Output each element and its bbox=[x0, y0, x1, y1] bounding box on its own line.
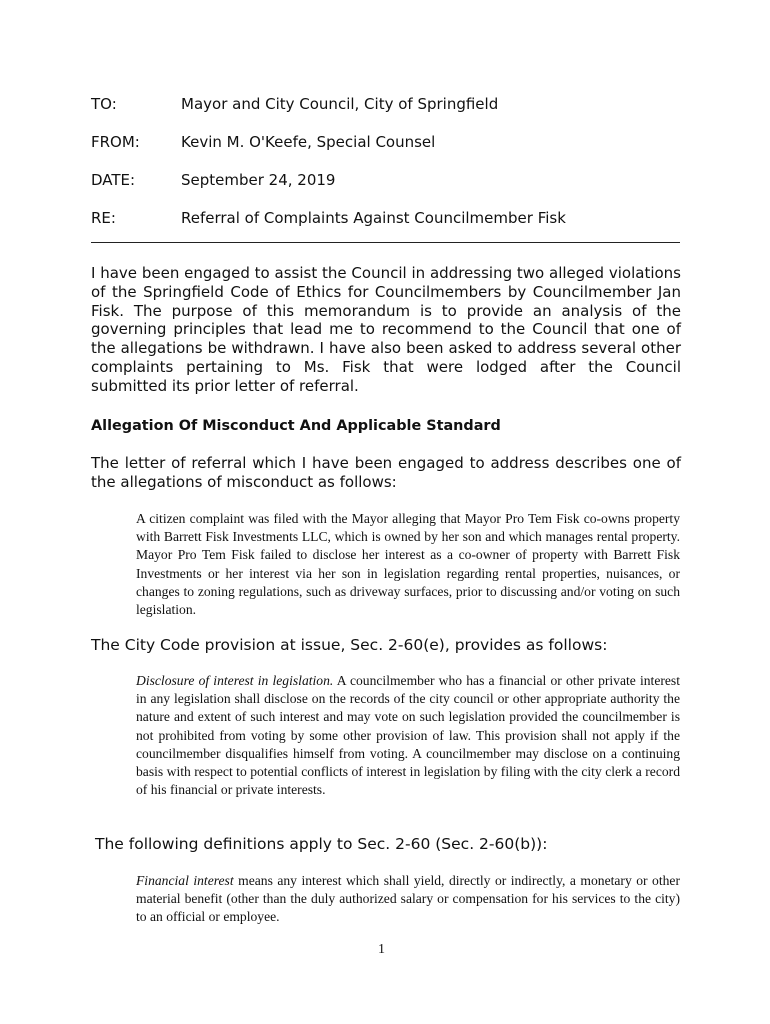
code-quote bbox=[136, 672, 680, 799]
definition-quote-text: means any interest which shall yield, directly or indirectly, a monetary or other material benefit (other than the duly authorized salary or compensation for his services to the city) to an official or employee. bbox=[136, 873, 680, 925]
definitions-intro-line: The following definitions apply to Sec. 2-60 (Sec. 2-60(b)): bbox=[95, 835, 548, 853]
to-value: Mayor and City Council, City of Springfield bbox=[181, 95, 499, 113]
referral-intro-paragraph: The letter of referral which I have been engaged to address describes one of the allegations of misconduct as follows: bbox=[91, 454, 681, 491]
definition-quote bbox=[136, 872, 680, 927]
header-divider bbox=[91, 242, 680, 243]
code-quote-text: A councilmember who has a financial or other private interest in any legislation shall disclose on the records of the city council or other appropriate authority the nature and extent of such interest and may vote on such legislation provided the councilmember is not prohibited from voting by some other provision of law. This provision shall not apply if the councilmember disqualifies himself from voting. A councilmember may disclose on a continuing basis with respect to potential conflicts of interest in legislation by filing with the city clerk a record of his financial or private interests. bbox=[136, 673, 680, 798]
intro-paragraph: I have been engaged to assist the Council in addressing two alleged violations of the Springfield Code of Ethics for Councilmembers by Councilmember Jan Fisk. The purpose of this memorandum is to provide an analysis of the governing principles that lead me to recommend to the Council that one of the allegations be withdrawn. I have also been asked to address several other complaints pertaining to Ms. Fisk that were lodged after the Council submitted its prior letter of referral. bbox=[91, 264, 681, 395]
complaint-quote: A citizen complaint was filed with the Mayor alleging that Mayor Pro Tem Fisk co-owns property with Barrett Fisk Investments LLC, which is owned by her son and which manages rental property. Mayor Pro Tem Fisk failed to disclose her interest as a co-owner of property with Barrett Fisk Investments or her interest via her son in legislation regarding rental properties, nuisances, or changes to zoning regulations, such as driveway surfaces, prior to discussing and/or voting on such legislation. bbox=[136, 511, 680, 618]
to-label: TO: bbox=[91, 95, 117, 113]
re-value: Referral of Complaints Against Councilmember Fisk bbox=[181, 209, 566, 227]
page-number: 1 bbox=[378, 942, 385, 957]
date-value: September 24, 2019 bbox=[181, 171, 336, 189]
re-label: RE: bbox=[91, 209, 116, 227]
section-heading: Allegation Of Misconduct And Applicable Standard bbox=[91, 418, 501, 434]
date-label: DATE: bbox=[91, 171, 136, 189]
definition-quote-term: Financial interest bbox=[136, 873, 234, 888]
from-value: Kevin M. O'Keefe, Special Counsel bbox=[181, 133, 436, 151]
code-quote-term: Disclosure of interest in legislation. bbox=[136, 673, 334, 688]
code-intro-line: The City Code provision at issue, Sec. 2-60(e), provides as follows: bbox=[91, 636, 608, 654]
from-label: FROM: bbox=[91, 133, 140, 151]
